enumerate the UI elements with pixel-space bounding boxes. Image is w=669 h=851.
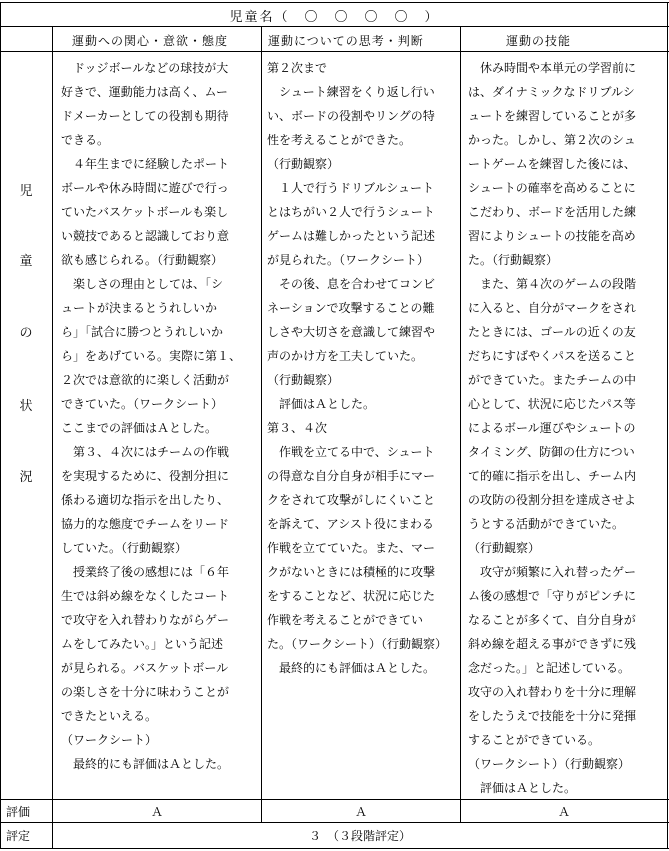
- column-text-line: うとする活動ができていた。: [468, 517, 625, 531]
- column-text-line: クがないときには積極的に攻撃: [267, 565, 436, 579]
- column-skill-text: [468, 56, 664, 800]
- column-text-line: 作戦を立てる中で、シュート: [267, 445, 435, 459]
- column-text-line: 第２次まで: [267, 61, 328, 75]
- column-text-line: 作戦を立てていた。また、マー: [267, 541, 436, 555]
- side-label-char: の: [19, 326, 33, 341]
- column-text-line: 第３、４次: [267, 421, 328, 435]
- table-row-divider: [0, 51, 669, 52]
- column-text-line: 好きで、運動能力は高く、ムー: [61, 85, 228, 99]
- column-text-line: できていた。（ワークシート）: [61, 397, 224, 411]
- column-text-line: て的確に指示を出し、チーム内: [468, 469, 637, 483]
- student-name-title: 児童名（ 〇 〇 〇 〇 ）: [229, 10, 440, 25]
- column-text-line: クをされて攻撃がしにくいこと: [267, 493, 436, 507]
- column-text-line: 声のかけ方を工夫していた。: [267, 349, 424, 363]
- column-text-line: を実現するために、役割分担に: [61, 469, 230, 483]
- evaluation-value: Ａ: [557, 805, 570, 819]
- table-row-divider: [0, 822, 669, 823]
- column-text-line: た。（ワークシート）（行動観察）: [267, 637, 448, 651]
- column-text-line: １人で行うドリブルシュート: [267, 181, 434, 195]
- column-text-line: 斜め線を超える事ができずに残: [468, 637, 637, 651]
- table-col-divider: [460, 26, 461, 823]
- column-text-line: （行動観察）: [267, 157, 340, 171]
- column-text-line: ゲームは難しかったという記述: [267, 229, 436, 243]
- column-text-line: ここまでの評価はＡとした。: [61, 421, 218, 435]
- column-text-line: 評価はＡとした。: [267, 397, 376, 411]
- column-text-line: た。（行動観察）: [468, 253, 559, 267]
- column-text-line: かった。しかし、第２次のシュ: [468, 133, 636, 147]
- column-text-line: 念だった。」と記述している。: [468, 661, 631, 675]
- column-text-line: また、第４次のゲームの段階: [468, 277, 637, 291]
- evaluation-label: 評価: [6, 805, 31, 819]
- column-text-line: ていたバスケットボールも楽し: [61, 205, 229, 219]
- column-text-line: 授業終了後の感想には「６年: [61, 565, 230, 579]
- header-skill: 運動の技能: [506, 34, 572, 48]
- rating-value: ３ （３段階評定）: [308, 829, 411, 843]
- column-text-line: 習によりシュートの技能を高め: [468, 229, 636, 243]
- column-text-line: 生では斜め線をなくしたコート: [61, 589, 230, 603]
- column-text-line: 心として、状況に応じたパス等: [468, 397, 636, 411]
- column-text-line: の楽しさを十分に味わうことが: [61, 685, 230, 699]
- table-border-top: [0, 2, 669, 3]
- table-col-divider: [261, 26, 262, 823]
- table-border-bottom: [0, 848, 669, 849]
- column-text-line: を訴えて、アシスト役にまわる: [267, 517, 434, 531]
- column-text-line: 第３、４次にはチームの作戦: [61, 445, 230, 459]
- column-text-line: 性を考えることができた。: [267, 133, 412, 147]
- column-text-line: が見られる。バスケットボール: [61, 661, 229, 675]
- column-text-line: ら」をあげている。実際に第１、: [61, 349, 242, 363]
- column-text-line: シュート練習をくり返し行い: [267, 85, 435, 99]
- column-text-line: ボールや休み時間に遊びで行っ: [61, 181, 229, 195]
- table-border-left: [0, 2, 1, 849]
- column-text-line: たときには、ゴールの近くの友: [468, 325, 636, 339]
- column-text-line: ができていた。またチームの中: [468, 373, 637, 387]
- header-thinking-judgment: 運動についての思考・判断: [268, 34, 424, 48]
- column-text-line: が見られた。（ワークシート）: [267, 253, 430, 267]
- column-text-line: は、ダイナミックなドリブルシ: [468, 85, 635, 99]
- column-text-line: ら」「試合に勝つとうれしいか: [61, 325, 224, 339]
- column-text-line: の得意な自分自身が相手にマー: [267, 469, 436, 483]
- column-text-line: （ワークシート）: [61, 733, 158, 747]
- evaluation-value: Ａ: [354, 805, 367, 819]
- column-text-line: ュートが決まるとうれしいか: [61, 301, 218, 315]
- column-text-line: できたといえる。: [61, 709, 158, 723]
- column-text-line: 評価はＡとした。: [468, 781, 577, 795]
- column-text-line: ム後の感想で「守りがピンチに: [468, 589, 637, 603]
- column-text-line: ートゲームを練習した後には、: [468, 157, 636, 171]
- table-row-divider: [0, 26, 669, 27]
- side-label-char: 童: [19, 254, 33, 269]
- column-text-line: していた。（行動観察）: [61, 541, 188, 555]
- column-text-line: ４年生までに経験したポート: [61, 157, 230, 171]
- column-text-line: だちにすばやくパスを送ること: [468, 349, 637, 363]
- column-text-line: 作戦を考えることができてい: [267, 613, 424, 627]
- column-text-line: で攻守を入れ替わりながらゲー: [61, 613, 230, 627]
- column-text-line: の攻防の役割分担を達成させよ: [468, 493, 637, 507]
- column-text-line: 攻守が頻繁に入れ替ったゲー: [468, 565, 637, 579]
- column-text-line: 欲も感じられる。（行動観察）: [61, 253, 224, 267]
- column-thinking-judgment-text: [267, 56, 457, 680]
- header-interest-attitude: 運動への関心・意欲・態度: [72, 34, 229, 48]
- side-label-char: 況: [19, 470, 33, 485]
- column-text-line: に入ると、自分がマークをされ: [468, 301, 637, 315]
- column-text-line: をしたうえで技能を十分に発揮: [468, 709, 637, 723]
- column-text-line: できる。: [61, 133, 110, 147]
- column-text-line: 協力的な態度でチームをリード: [61, 517, 230, 531]
- column-text-line: ネーションで攻撃することの難: [267, 301, 435, 315]
- column-text-line: シュートの確率を高めることに: [468, 181, 636, 195]
- column-text-line: ムをしてみたい。」という記述: [61, 637, 224, 651]
- side-label-char: 状: [19, 399, 33, 414]
- side-label-char: 児: [19, 184, 33, 199]
- column-text-line: ２次では意欲的に楽しく活動が: [61, 373, 230, 387]
- column-text-line: とはちがい２人で行うシュート: [267, 205, 435, 219]
- column-text-line: をすることなど、状況に応じた: [267, 589, 436, 603]
- column-text-line: タイミング、防御の仕方につい: [468, 445, 635, 459]
- column-interest-attitude-text: [61, 56, 257, 776]
- column-text-line: こだわり、ボードを活用した練: [468, 205, 637, 219]
- column-text-line: ュートを練習していることが多: [468, 109, 637, 123]
- column-text-line: 攻守の入れ替わりを十分に理解: [468, 685, 637, 699]
- column-text-line: することができている。: [468, 733, 601, 747]
- rating-label: 評定: [6, 829, 31, 843]
- column-text-line: その後、息を合わせてコンビ: [267, 277, 436, 291]
- evaluation-value: Ａ: [150, 805, 163, 819]
- column-text-line: （行動観察）: [267, 373, 340, 387]
- column-text-line: 最終的にも評価はＡとした。: [61, 757, 230, 771]
- table-border-right: [667, 2, 668, 849]
- column-text-line: い、ボードの役割やリングの特: [267, 109, 435, 123]
- table-col-divider: [52, 26, 53, 849]
- column-text-line: なることが多くて、自分自身が: [468, 613, 636, 627]
- column-text-line: （行動観察）: [468, 541, 541, 555]
- column-text-line: しさや大切さを意識して練習や: [267, 325, 436, 339]
- column-text-line: ドメーカーとしての役割も期待: [61, 109, 229, 123]
- column-text-line: い競技であると認識しており意: [61, 229, 230, 243]
- column-text-line: 最終的にも評価はＡとした。: [267, 661, 436, 675]
- column-text-line: ドッジボールなどの球技が大: [61, 61, 229, 75]
- column-text-line: 楽しさの理由としては、「シ: [61, 277, 224, 291]
- column-text-line: （ワークシート）（行動観察）: [468, 757, 631, 771]
- column-text-line: 休み時間や本単元の学習前に: [468, 61, 637, 75]
- column-text-line: によるボール運びやシュートの: [468, 421, 636, 435]
- column-text-line: 係わる適切な指示を出したり、: [61, 493, 230, 507]
